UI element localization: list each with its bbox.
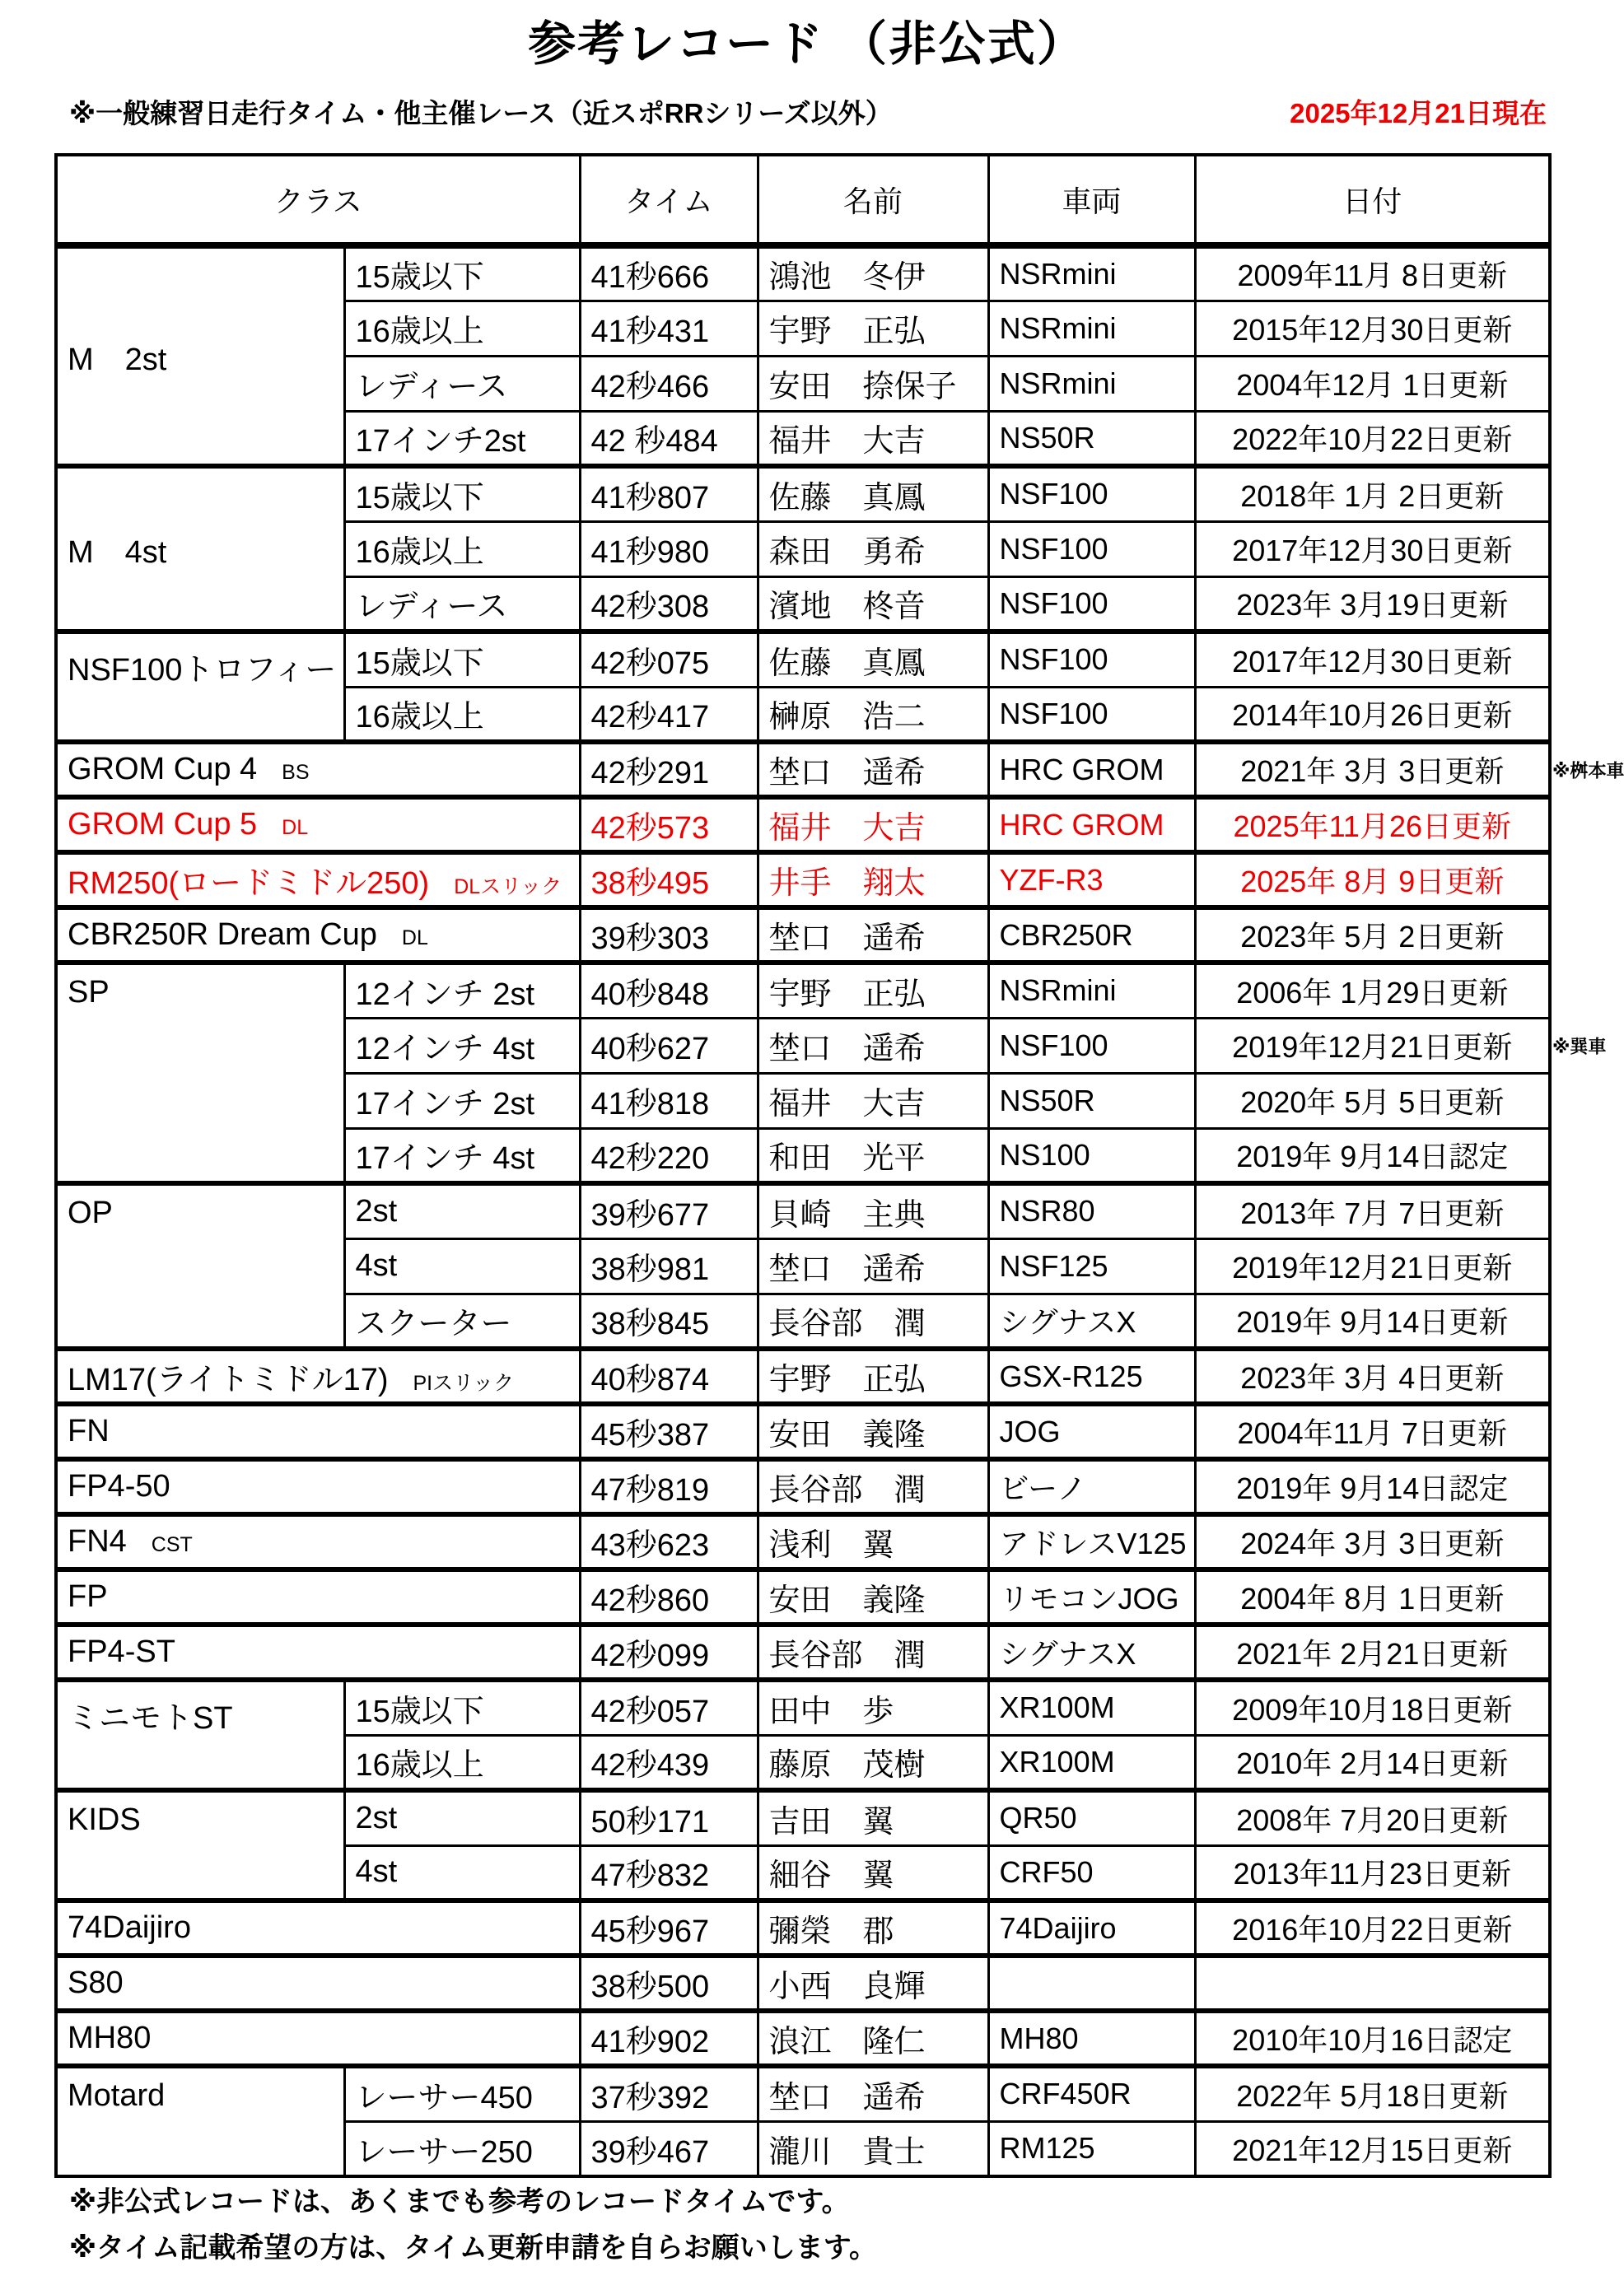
time-cell: 39秒677 bbox=[580, 1183, 758, 1238]
table-row bbox=[56, 1514, 1550, 1569]
table-row bbox=[56, 1680, 1550, 1735]
class-cell bbox=[56, 1956, 580, 2011]
vehicle-cell: NS50R bbox=[988, 1073, 1195, 1128]
class-cell bbox=[56, 1625, 580, 1680]
date-cell: 2017年12月30日更新 bbox=[1195, 521, 1550, 576]
subclass-cell: 17インチ 2st bbox=[344, 1073, 580, 1128]
vehicle-cell: NSRmini bbox=[988, 963, 1195, 1018]
class-label: S80 bbox=[68, 1966, 124, 2000]
class-cell bbox=[56, 852, 580, 907]
table-row bbox=[56, 1404, 1550, 1459]
vehicle-cell: NS50R bbox=[988, 411, 1195, 466]
subclass-cell: レーサー250 bbox=[344, 2121, 580, 2176]
date-cell: 2023年 5月 2日更新 bbox=[1195, 907, 1550, 963]
date-cell: 2010年 2月14日更新 bbox=[1195, 1735, 1550, 1790]
name-cell: 佐藤 真鳳 bbox=[758, 466, 988, 521]
subclass-cell: 2st bbox=[344, 1183, 580, 1238]
name-cell: 埜口 遥希 bbox=[758, 1238, 988, 1294]
page-title: 参考レコード （非公式） bbox=[527, 17, 1087, 71]
class-label: FN4 bbox=[68, 1524, 127, 1559]
vehicle-cell: CRF450R bbox=[988, 2066, 1195, 2121]
class-cell bbox=[56, 1459, 580, 1514]
subtitle-row bbox=[54, 92, 1548, 131]
time-cell: 42秒860 bbox=[580, 1569, 758, 1625]
subclass-cell: 17インチ 4st bbox=[344, 1128, 580, 1183]
class-sub-label: PIスリック bbox=[413, 1372, 515, 1395]
table-row bbox=[56, 963, 1550, 1018]
header-time: タイム bbox=[580, 155, 758, 245]
class-label: FP4-50 bbox=[68, 1469, 170, 1504]
table-row bbox=[56, 632, 1550, 687]
class-cell bbox=[56, 742, 580, 797]
time-cell: 42秒573 bbox=[580, 797, 758, 852]
name-cell: 吉田 翼 bbox=[758, 1790, 988, 1845]
name-cell: 貝崎 主典 bbox=[758, 1183, 988, 1238]
class-cell bbox=[56, 907, 580, 963]
name-cell: 福井 大吉 bbox=[758, 411, 988, 466]
time-cell: 50秒171 bbox=[580, 1790, 758, 1845]
vehicle-cell: 74Daijiro bbox=[988, 1900, 1195, 1956]
date-cell: 2021年 2月21日更新 bbox=[1195, 1625, 1550, 1680]
class-cell bbox=[56, 1514, 580, 1569]
vehicle-cell: YZF-R3 bbox=[988, 852, 1195, 907]
subclass-cell: 4st bbox=[344, 1845, 580, 1900]
vehicle-cell bbox=[988, 1956, 1195, 2011]
name-cell: 井手 翔太 bbox=[758, 852, 988, 907]
footnote-application: ※タイム記載希望の方は、タイム更新申請を自らお願いします。 bbox=[69, 2232, 877, 2264]
class-label: LM17(ライトミドル17) bbox=[68, 1363, 389, 1397]
class-sub-label: DLスリック bbox=[454, 875, 562, 898]
time-cell: 42秒220 bbox=[580, 1128, 758, 1183]
table-row bbox=[56, 1625, 1550, 1680]
subclass-cell: 16歳以上 bbox=[344, 301, 580, 356]
time-cell: 41秒807 bbox=[580, 466, 758, 521]
date-cell: 2025年 8月 9日更新 bbox=[1195, 852, 1550, 907]
class-group-cell: NSF100トロフィー bbox=[56, 632, 344, 742]
name-cell: 森田 勇希 bbox=[758, 521, 988, 576]
subclass-cell: レーサー450 bbox=[344, 2066, 580, 2121]
vehicle-cell: CBR250R bbox=[988, 907, 1195, 963]
date-cell: 2004年 8月 1日更新 bbox=[1195, 1569, 1550, 1625]
name-cell: 埜口 遥希 bbox=[758, 907, 988, 963]
time-cell: 42秒057 bbox=[580, 1680, 758, 1735]
date-cell: 2013年11月23日更新 bbox=[1195, 1845, 1550, 1900]
name-cell: 榊原 浩二 bbox=[758, 687, 988, 742]
vehicle-cell: NS100 bbox=[988, 1128, 1195, 1183]
class-group-cell: SP bbox=[56, 963, 344, 1183]
class-group-cell: ミニモトST bbox=[56, 1680, 344, 1790]
vehicle-cell: CRF50 bbox=[988, 1845, 1195, 1900]
vehicle-cell: リモコンJOG bbox=[988, 1569, 1195, 1625]
table-row bbox=[56, 852, 1550, 907]
vehicle-cell: NSR80 bbox=[988, 1183, 1195, 1238]
date-cell: 2022年10月22日更新 bbox=[1195, 411, 1550, 466]
date-cell: 2014年10月26日更新 bbox=[1195, 687, 1550, 742]
name-cell: 安田 義隆 bbox=[758, 1569, 988, 1625]
subclass-cell: レディース bbox=[344, 576, 580, 632]
table-row bbox=[56, 1569, 1550, 1625]
date-cell: 2024年 3月 3日更新 bbox=[1195, 1514, 1550, 1569]
vehicle-cell: アドレスV125 bbox=[988, 1514, 1195, 1569]
time-cell: 38秒495 bbox=[580, 852, 758, 907]
date-cell: 2015年12月30日更新 bbox=[1195, 301, 1550, 356]
vehicle-cell: XR100M bbox=[988, 1680, 1195, 1735]
time-cell: 40秒874 bbox=[580, 1349, 758, 1404]
time-cell: 40秒848 bbox=[580, 963, 758, 1018]
date-cell: 2006年 1月29日更新 bbox=[1195, 963, 1550, 1018]
as-of-date: 2025年12月21日現在 bbox=[1290, 98, 1547, 128]
vehicle-cell: NSRmini bbox=[988, 301, 1195, 356]
date-cell bbox=[1195, 1956, 1550, 2011]
subclass-cell: 12インチ 2st bbox=[344, 963, 580, 1018]
name-cell: 安田 捺保子 bbox=[758, 356, 988, 411]
name-cell: 浪江 隆仁 bbox=[758, 2011, 988, 2066]
name-cell: 宇野 正弘 bbox=[758, 1349, 988, 1404]
subclass-cell: 15歳以下 bbox=[344, 632, 580, 687]
name-cell: 濱地 柊音 bbox=[758, 576, 988, 632]
class-cell bbox=[56, 797, 580, 852]
name-cell: 小西 良輝 bbox=[758, 1956, 988, 2011]
subclass-cell: 12インチ 4st bbox=[344, 1018, 580, 1073]
name-cell: 長谷部 潤 bbox=[758, 1625, 988, 1680]
date-cell: 2019年12月21日更新 bbox=[1195, 1238, 1550, 1294]
date-cell: 2023年 3月 4日更新 bbox=[1195, 1349, 1550, 1404]
time-cell: 38秒500 bbox=[580, 1956, 758, 2011]
table-row bbox=[56, 907, 1550, 963]
table-header bbox=[56, 155, 1550, 245]
class-group-cell: KIDS bbox=[56, 1790, 344, 1900]
class-label: 74Daijiro bbox=[68, 1910, 191, 1945]
class-sub-label: BS bbox=[282, 761, 310, 784]
class-cell bbox=[56, 1404, 580, 1459]
time-cell: 42秒417 bbox=[580, 687, 758, 742]
table-row bbox=[56, 742, 1550, 797]
date-cell: 2025年11月26日更新 bbox=[1195, 797, 1550, 852]
date-cell: 2021年12月15日更新 bbox=[1195, 2121, 1550, 2176]
vehicle-cell: RM125 bbox=[988, 2121, 1195, 2176]
table-row bbox=[56, 245, 1550, 301]
table-row bbox=[56, 2066, 1550, 2121]
header-vehicle: 車両 bbox=[988, 155, 1195, 245]
table-row bbox=[56, 1459, 1550, 1514]
vehicle-cell: NSF100 bbox=[988, 687, 1195, 742]
time-cell: 45秒387 bbox=[580, 1404, 758, 1459]
subclass-cell: 4st bbox=[344, 1238, 580, 1294]
class-cell bbox=[56, 1569, 580, 1625]
subclass-cell: スクーター bbox=[344, 1294, 580, 1349]
time-cell: 37秒392 bbox=[580, 2066, 758, 2121]
class-group-cell: Motard bbox=[56, 2066, 344, 2176]
row-annotation: ※巽車 bbox=[1552, 1036, 1607, 1056]
class-label: FN bbox=[68, 1414, 110, 1448]
name-cell: 浅利 翼 bbox=[758, 1514, 988, 1569]
vehicle-cell: NSF100 bbox=[988, 576, 1195, 632]
header-date: 日付 bbox=[1195, 155, 1550, 245]
name-cell: 埜口 遥希 bbox=[758, 742, 988, 797]
vehicle-cell: NSF125 bbox=[988, 1238, 1195, 1294]
vehicle-cell: HRC GROM bbox=[988, 742, 1195, 797]
table-row bbox=[56, 1790, 1550, 1845]
time-cell: 45秒967 bbox=[580, 1900, 758, 1956]
footnote-unofficial: ※非公式レコードは、あくまでも参考のレコードタイムです。 bbox=[69, 2186, 850, 2217]
class-cell bbox=[56, 1349, 580, 1404]
vehicle-cell: NSF100 bbox=[988, 466, 1195, 521]
general-note: ※一般練習日走行タイム・他主催レース（近スポRRシリーズ以外） bbox=[69, 98, 893, 128]
name-cell: 埜口 遥希 bbox=[758, 1018, 988, 1073]
time-cell: 42秒075 bbox=[580, 632, 758, 687]
name-cell: 佐藤 真鳳 bbox=[758, 632, 988, 687]
class-sub-label: DL bbox=[401, 926, 428, 949]
class-label: FP4-ST bbox=[68, 1634, 175, 1669]
subclass-cell: 2st bbox=[344, 1790, 580, 1845]
class-label: GROM Cup 4 bbox=[68, 752, 258, 786]
class-cell bbox=[56, 1900, 580, 1956]
vehicle-cell: シグナスX bbox=[988, 1625, 1195, 1680]
class-label: MH80 bbox=[68, 2021, 152, 2055]
date-cell: 2004年11月 7日更新 bbox=[1195, 1404, 1550, 1459]
table-row bbox=[56, 2011, 1550, 2066]
subclass-cell: 16歳以上 bbox=[344, 1735, 580, 1790]
name-cell: 福井 大吉 bbox=[758, 1073, 988, 1128]
vehicle-cell: MH80 bbox=[988, 2011, 1195, 2066]
vehicle-cell: NSF100 bbox=[988, 521, 1195, 576]
vehicle-cell: NSRmini bbox=[988, 356, 1195, 411]
class-group-cell: OP bbox=[56, 1183, 344, 1349]
name-cell: 埜口 遥希 bbox=[758, 2066, 988, 2121]
date-cell: 2023年 3月19日更新 bbox=[1195, 576, 1550, 632]
table-row bbox=[56, 1349, 1550, 1404]
class-label: CBR250R Dream Cup bbox=[68, 917, 377, 952]
name-cell: 長谷部 潤 bbox=[758, 1294, 988, 1349]
time-cell: 41秒818 bbox=[580, 1073, 758, 1128]
time-cell: 38秒845 bbox=[580, 1294, 758, 1349]
time-cell: 47秒832 bbox=[580, 1845, 758, 1900]
class-sub-label: DL bbox=[282, 816, 309, 839]
date-cell: 2013年 7月 7日更新 bbox=[1195, 1183, 1550, 1238]
footnotes bbox=[69, 2179, 877, 2271]
time-cell: 38秒981 bbox=[580, 1238, 758, 1294]
class-sub-label: CST bbox=[151, 1533, 193, 1556]
name-cell: 宇野 正弘 bbox=[758, 301, 988, 356]
name-cell: 瀧川 貴士 bbox=[758, 2121, 988, 2176]
table-row bbox=[56, 466, 1550, 521]
time-cell: 42 秒484 bbox=[580, 411, 758, 466]
date-cell: 2009年10月18日更新 bbox=[1195, 1680, 1550, 1735]
date-cell: 2019年 9月14日認定 bbox=[1195, 1459, 1550, 1514]
vehicle-cell: XR100M bbox=[988, 1735, 1195, 1790]
row-annotation: ※桝本車 bbox=[1552, 760, 1624, 781]
name-cell: 福井 大吉 bbox=[758, 797, 988, 852]
time-cell: 42秒466 bbox=[580, 356, 758, 411]
time-cell: 41秒902 bbox=[580, 2011, 758, 2066]
date-cell: 2022年 5月18日更新 bbox=[1195, 2066, 1550, 2121]
time-cell: 41秒666 bbox=[580, 245, 758, 301]
name-cell: 安田 義隆 bbox=[758, 1404, 988, 1459]
date-cell: 2008年 7月20日更新 bbox=[1195, 1790, 1550, 1845]
records-table bbox=[54, 153, 1624, 2178]
table-row bbox=[56, 1900, 1550, 1956]
subclass-cell: 17インチ2st bbox=[344, 411, 580, 466]
time-cell: 42秒099 bbox=[580, 1625, 758, 1680]
name-cell: 和田 光平 bbox=[758, 1128, 988, 1183]
date-cell: 2016年10月22日更新 bbox=[1195, 1900, 1550, 1956]
name-cell: 鴻池 冬伊 bbox=[758, 245, 988, 301]
table-row bbox=[56, 1183, 1550, 1238]
class-group-cell: M 4st bbox=[56, 466, 344, 632]
time-cell: 39秒467 bbox=[580, 2121, 758, 2176]
time-cell: 43秒623 bbox=[580, 1514, 758, 1569]
vehicle-cell: HRC GROM bbox=[988, 797, 1195, 852]
name-cell: 長谷部 潤 bbox=[758, 1459, 988, 1514]
date-cell: 2020年 5月 5日更新 bbox=[1195, 1073, 1550, 1128]
date-cell: 2019年 9月14日認定 bbox=[1195, 1128, 1550, 1183]
subclass-cell: 16歳以上 bbox=[344, 521, 580, 576]
vehicle-cell: NSRmini bbox=[988, 245, 1195, 301]
table-row bbox=[56, 797, 1550, 852]
class-label: FP bbox=[68, 1579, 108, 1614]
time-cell: 42秒439 bbox=[580, 1735, 758, 1790]
subclass-cell: 16歳以上 bbox=[344, 687, 580, 742]
name-cell: 藤原 茂樹 bbox=[758, 1735, 988, 1790]
name-cell: 田中 歩 bbox=[758, 1680, 988, 1735]
vehicle-cell: NSF100 bbox=[988, 632, 1195, 687]
table-body bbox=[56, 245, 1624, 2176]
vehicle-cell: NSF100 bbox=[988, 1018, 1195, 1073]
date-cell: 2009年11月 8日更新 bbox=[1195, 245, 1550, 301]
name-cell: 宇野 正弘 bbox=[758, 963, 988, 1018]
class-label: GROM Cup 5 bbox=[68, 807, 258, 842]
vehicle-cell: GSX-R125 bbox=[988, 1349, 1195, 1404]
time-cell: 42秒308 bbox=[580, 576, 758, 632]
date-cell: 2019年12月21日更新 ※巽車 bbox=[1195, 1018, 1550, 1073]
date-cell: 2010年10月16日認定 bbox=[1195, 2011, 1550, 2066]
vehicle-cell: シグナスX bbox=[988, 1294, 1195, 1349]
date-cell: 2017年12月30日更新 bbox=[1195, 632, 1550, 687]
subclass-cell: 15歳以下 bbox=[344, 245, 580, 301]
header-name: 名前 bbox=[758, 155, 988, 245]
time-cell: 47秒819 bbox=[580, 1459, 758, 1514]
date-cell: 2021年 3月 3日更新 ※桝本車 bbox=[1195, 742, 1550, 797]
time-cell: 42秒291 bbox=[580, 742, 758, 797]
date-cell: 2004年12月 1日更新 bbox=[1195, 356, 1550, 411]
vehicle-cell: QR50 bbox=[988, 1790, 1195, 1845]
time-cell: 41秒980 bbox=[580, 521, 758, 576]
time-cell: 40秒627 bbox=[580, 1018, 758, 1073]
header-class: クラス bbox=[56, 155, 580, 245]
subclass-cell: 15歳以下 bbox=[344, 466, 580, 521]
time-cell: 39秒303 bbox=[580, 907, 758, 963]
name-cell: 細谷 翼 bbox=[758, 1845, 988, 1900]
date-cell: 2019年 9月14日更新 bbox=[1195, 1294, 1550, 1349]
date-cell: 2018年 1月 2日更新 bbox=[1195, 466, 1550, 521]
class-label: RM250(ロードミドル250) bbox=[68, 866, 430, 901]
name-cell: 彌榮 郡 bbox=[758, 1900, 988, 1956]
table-row bbox=[56, 1956, 1550, 2011]
vehicle-cell: JOG bbox=[988, 1404, 1195, 1459]
vehicle-cell: ビーノ bbox=[988, 1459, 1195, 1514]
class-cell bbox=[56, 2011, 580, 2066]
subclass-cell: 15歳以下 bbox=[344, 1680, 580, 1735]
time-cell: 41秒431 bbox=[580, 301, 758, 356]
class-group-cell: M 2st bbox=[56, 245, 344, 466]
subclass-cell: レディース bbox=[344, 356, 580, 411]
